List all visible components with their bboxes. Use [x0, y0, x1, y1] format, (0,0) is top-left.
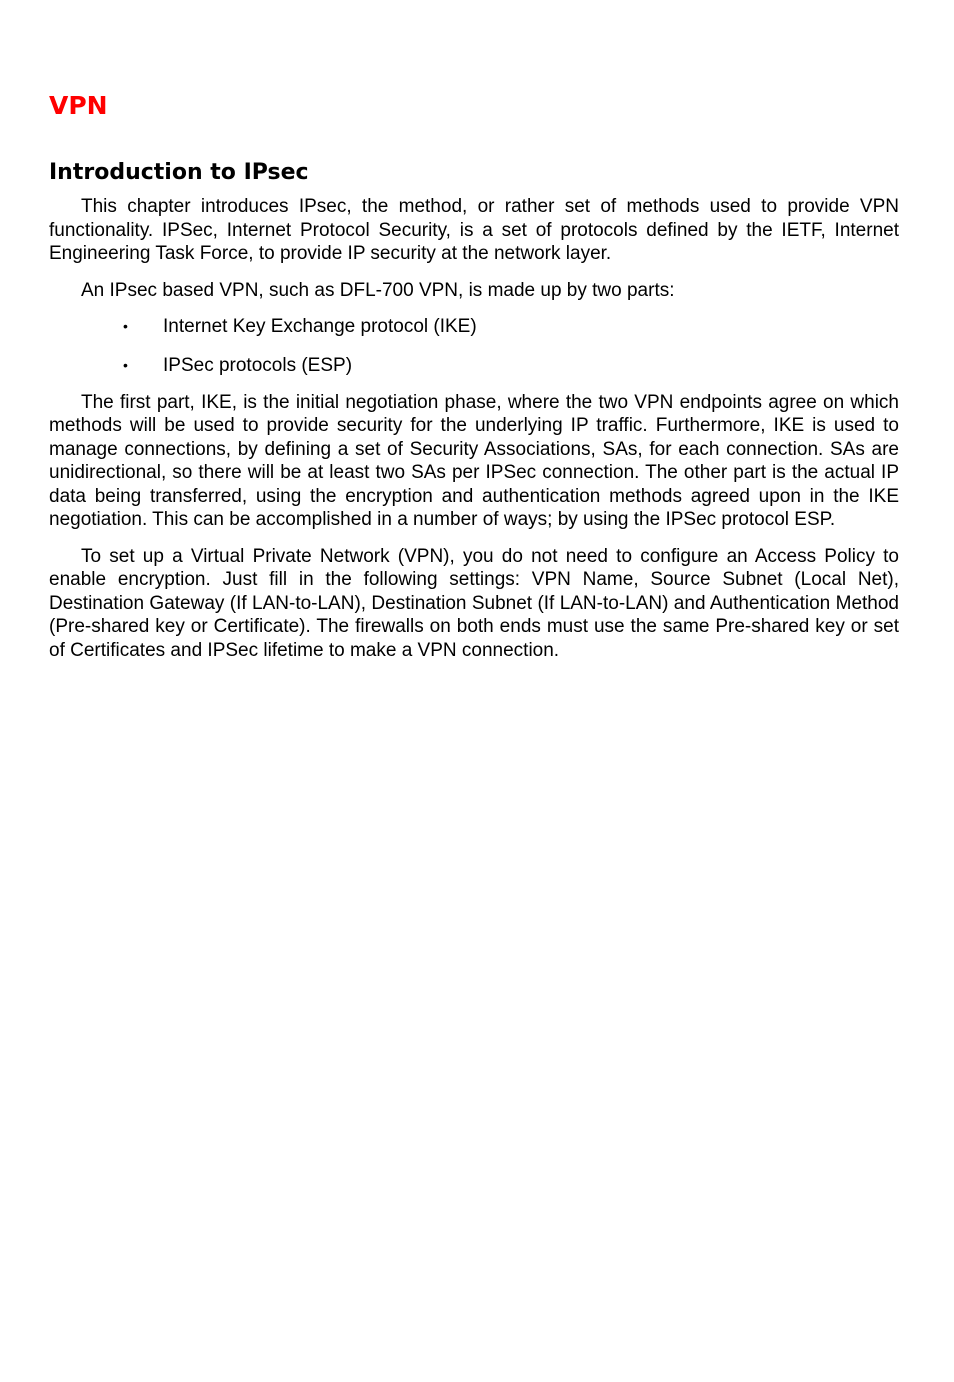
list-item	[49, 354, 899, 378]
chapter-title: VPN	[49, 91, 108, 120]
list-item-text: IPSec protocols (ESP)	[163, 355, 353, 376]
section-title: Introduction to IPsec	[49, 160, 309, 185]
bullet-dot-icon: •	[123, 318, 128, 334]
paragraph-ike: The first part, IKE, is the initial negotiation phase, where the two VPN endpoints agree on which methods will be used to provide security for the underlying IP traffic. Furthermore, IKE is used to manage connections, by defining a set of Security Associations, SAs, for each connection. SAs are unidirectional, so there will be at least two SAs per IPSec connection. The other part is the actual IP data being transferred, using the encryption and authentication methods agreed upon in the IKE negotiation. This can be accomplished in a number of ways; by using the IPSec protocol ESP.	[49, 391, 899, 530]
bullet-dot-icon: •	[123, 357, 128, 373]
list-item	[49, 315, 899, 339]
paragraph-intro: This chapter introduces IPsec, the method, or rather set of methods used to provide VPN functionality. IPSec, Internet Protocol Security, is a set of protocols defined by the IETF, Internet Engineering Task Force, to provide IP security at the network layer.	[49, 196, 899, 264]
list-item-text: Internet Key Exchange protocol (IKE)	[163, 316, 477, 337]
paragraph-setup: To set up a Virtual Private Network (VPN), you do not need to configure an Access Policy to enable encryption. Just fill in the following settings: VPN Name, Source Subnet (Local Net), Destination Gateway (If LAN-to-LAN), Destination Subnet (If LAN-to-LAN) and Authentication Method (Pre-shared key or Certificate). The firewalls on both ends must use the same Pre-shared key or set of Certificates and IPSec lifetime to make a VPN connection.	[49, 545, 899, 661]
section-body	[49, 195, 899, 675]
paragraph-parts: An IPsec based VPN, such as DFL-700 VPN, is made up by two parts:	[81, 279, 675, 301]
bullet-list	[49, 315, 899, 378]
